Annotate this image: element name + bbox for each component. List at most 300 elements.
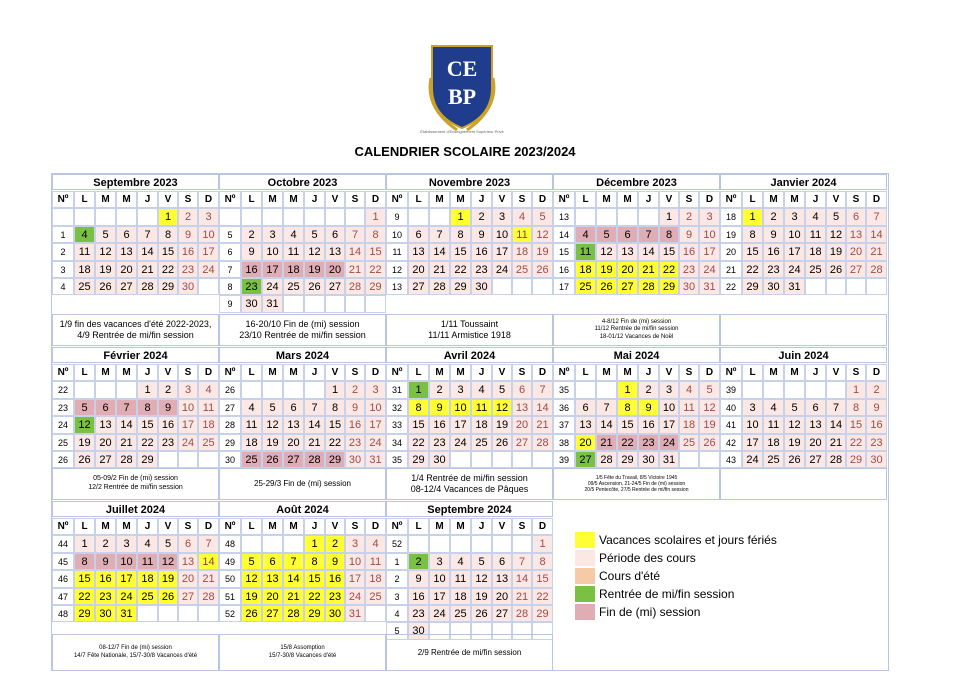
day-cell: 25: [283, 278, 304, 295]
day-cell: [304, 208, 325, 225]
day-cell: 29: [365, 278, 386, 295]
week-number: 50: [219, 570, 241, 587]
day-cell: 27: [408, 278, 429, 295]
day-cell: [512, 278, 532, 295]
day-cell: [95, 208, 116, 225]
day-cell: 10: [178, 399, 198, 416]
week-number: 28: [219, 416, 241, 433]
day-cell: [95, 381, 116, 398]
day-cell: 16: [866, 416, 887, 433]
note-line: 23/10 Rentrée de mi/fin session: [239, 330, 366, 340]
day-cell: 19: [158, 570, 178, 587]
weekday-header: D: [198, 191, 219, 208]
week-number: 49: [219, 553, 241, 570]
day-cell: 22: [365, 261, 386, 278]
day-cell: 6: [408, 226, 429, 243]
weekday-header: M: [283, 364, 304, 381]
day-cell: 27: [805, 451, 826, 468]
week-number: 39: [553, 451, 575, 468]
day-cell: 25: [365, 588, 386, 605]
weekday-header: Nº: [219, 191, 241, 208]
day-cell: 20: [283, 434, 304, 451]
day-cell: 13: [492, 570, 512, 587]
day-cell: 14: [283, 570, 304, 587]
day-cell: 24: [450, 434, 471, 451]
weekday-header: M: [450, 191, 471, 208]
legend-item-holiday: [575, 531, 795, 548]
weekday-header: J: [137, 191, 158, 208]
day-cell: 15: [742, 243, 763, 260]
day-cell: 21: [345, 261, 365, 278]
day-cell: 15: [137, 416, 158, 433]
legend-label: Cours d'été: [599, 569, 660, 583]
day-cell: 9: [95, 553, 116, 570]
day-cell: 15: [365, 243, 386, 260]
day-cell: 7: [304, 399, 325, 416]
day-cell: 24: [116, 588, 137, 605]
weekday-header: Nº: [720, 364, 742, 381]
weekday-header: D: [198, 364, 219, 381]
day-cell: 21: [283, 588, 304, 605]
day-cell: 8: [325, 399, 345, 416]
day-cell: 22: [408, 434, 429, 451]
week-number: 31: [386, 381, 408, 398]
week-number: 52: [219, 605, 241, 622]
day-cell: 9: [241, 243, 262, 260]
day-cell: 20: [178, 570, 198, 587]
day-cell: 25: [137, 588, 158, 605]
week-number: 12: [386, 261, 408, 278]
day-cell: 24: [699, 261, 720, 278]
weekday-header: M: [429, 364, 450, 381]
weekday-header: S: [345, 518, 365, 535]
day-cell: 22: [325, 434, 345, 451]
weekday-header: M: [116, 364, 137, 381]
weekday-header: S: [679, 364, 699, 381]
week-number: 4: [52, 278, 74, 295]
month-title: Janvier 2024: [720, 174, 887, 190]
day-cell: 26: [596, 278, 617, 295]
day-cell: 2: [763, 208, 784, 225]
day-cell: 12: [304, 243, 325, 260]
week-number: [52, 208, 74, 225]
day-cell: 30: [866, 451, 887, 468]
day-cell: 28: [304, 451, 325, 468]
day-cell: 22: [742, 261, 763, 278]
weekday-header: S: [178, 364, 198, 381]
legend-label: Période des cours: [599, 551, 696, 565]
day-cell: 28: [283, 605, 304, 622]
day-cell: 25: [575, 278, 596, 295]
weekday-header: M: [95, 364, 116, 381]
note-10: [52, 634, 219, 671]
day-cell: 2: [471, 208, 492, 225]
day-cell: 11: [471, 399, 492, 416]
day-cell: [596, 381, 617, 398]
weekday-header: V: [158, 518, 178, 535]
legend-item-summer: [575, 567, 795, 584]
day-cell: [262, 381, 283, 398]
day-cell: 2: [178, 208, 198, 225]
day-cell: 2: [345, 381, 365, 398]
day-cell: 7: [116, 399, 137, 416]
day-cell: 9: [763, 226, 784, 243]
day-cell: 28: [198, 588, 219, 605]
day-cell: 3: [345, 535, 365, 552]
week-number: 24: [52, 416, 74, 433]
week-number: 13: [553, 208, 575, 225]
weekday-header: M: [262, 191, 283, 208]
weekday-header: J: [137, 364, 158, 381]
day-cell: 14: [198, 553, 219, 570]
legend-swatch: [575, 532, 595, 548]
month-title: Juin 2024: [720, 347, 887, 363]
week-number: 16: [553, 261, 575, 278]
day-cell: [532, 278, 553, 295]
week-number: 35: [553, 381, 575, 398]
note-9: [720, 468, 887, 500]
weekday-header: M: [763, 191, 784, 208]
day-cell: [116, 208, 137, 225]
day-cell: [699, 451, 720, 468]
day-cell: 6: [617, 226, 638, 243]
note-line: 20/5 Pentecôte, 27/5 Rentrée de mi/fin session: [584, 487, 689, 494]
day-cell: 11: [241, 416, 262, 433]
note-2: [386, 314, 553, 346]
week-number: 46: [52, 570, 74, 587]
day-cell: [429, 208, 450, 225]
day-cell: 20: [805, 434, 826, 451]
day-cell: 21: [596, 434, 617, 451]
day-cell: 10: [492, 226, 512, 243]
day-cell: 28: [638, 278, 659, 295]
weekday-header: D: [866, 191, 887, 208]
day-cell: 22: [532, 588, 553, 605]
day-cell: 5: [304, 226, 325, 243]
weekday-header: L: [408, 518, 429, 535]
day-cell: 4: [512, 208, 532, 225]
day-cell: [492, 535, 512, 552]
day-cell: 17: [450, 416, 471, 433]
week-number: 34: [386, 434, 408, 451]
day-cell: 23: [471, 261, 492, 278]
note-line: 2/9 Rentrée de mi/fin session: [417, 647, 522, 657]
day-cell: [283, 295, 304, 312]
note-7: [386, 468, 553, 500]
day-cell: 12: [471, 570, 492, 587]
day-cell: 3: [429, 553, 450, 570]
day-cell: 27: [325, 278, 345, 295]
day-cell: 1: [408, 381, 429, 398]
day-cell: 13: [512, 399, 532, 416]
note-line: 05-09/2 Fin de (mi) session: [93, 475, 178, 483]
day-cell: 22: [304, 588, 325, 605]
day-cell: 26: [262, 451, 283, 468]
day-cell: 7: [866, 208, 887, 225]
day-cell: 3: [178, 381, 198, 398]
note-line: 08-12/4 Vacances de Pâques: [410, 484, 529, 494]
day-cell: 13: [846, 226, 866, 243]
day-cell: [198, 605, 219, 622]
day-cell: 19: [95, 261, 116, 278]
day-cell: 4: [763, 399, 784, 416]
week-number: 15: [553, 243, 575, 260]
week-number: 19: [720, 226, 742, 243]
day-cell: 21: [304, 434, 325, 451]
day-cell: 13: [325, 243, 345, 260]
day-cell: 15: [304, 570, 325, 587]
day-cell: 1: [137, 381, 158, 398]
day-cell: 2: [638, 381, 659, 398]
day-cell: 4: [137, 535, 158, 552]
day-cell: 30: [345, 451, 365, 468]
day-cell: 22: [158, 261, 178, 278]
day-cell: 7: [512, 553, 532, 570]
day-cell: 8: [304, 553, 325, 570]
day-cell: 24: [742, 451, 763, 468]
day-cell: 12: [158, 553, 178, 570]
day-cell: 25: [805, 261, 826, 278]
day-cell: 20: [575, 434, 596, 451]
day-cell: 6: [846, 208, 866, 225]
weekday-header: M: [596, 191, 617, 208]
note-line: 16-20/10 Fin de (mi) session: [245, 318, 360, 329]
weekday-header: J: [137, 518, 158, 535]
day-cell: 27: [116, 278, 137, 295]
weekday-header: J: [471, 518, 492, 535]
day-cell: 1: [742, 208, 763, 225]
note-line: 09/5 Ascension, 21-24/5 Fin de (mi) session: [587, 480, 686, 487]
day-cell: 17: [659, 416, 679, 433]
week-number: 18: [720, 208, 742, 225]
day-cell: 7: [429, 226, 450, 243]
week-number: 9: [219, 295, 241, 312]
day-cell: 25: [763, 451, 784, 468]
note-line: 18-01/12 Vacances de Noël: [599, 333, 674, 340]
day-cell: 23: [429, 434, 450, 451]
day-cell: 3: [198, 208, 219, 225]
day-cell: 11: [805, 226, 826, 243]
weekday-header: D: [532, 518, 553, 535]
day-cell: 1: [325, 381, 345, 398]
day-cell: 10: [262, 243, 283, 260]
day-cell: 10: [116, 553, 137, 570]
day-cell: 13: [617, 243, 638, 260]
week-number: 25: [52, 434, 74, 451]
day-cell: 23: [158, 434, 178, 451]
day-cell: 5: [596, 226, 617, 243]
day-cell: 19: [304, 261, 325, 278]
day-cell: 22: [74, 588, 95, 605]
day-cell: 8: [137, 399, 158, 416]
day-cell: 12: [262, 416, 283, 433]
day-cell: 31: [345, 605, 365, 622]
weekday-header: V: [826, 364, 846, 381]
day-cell: 22: [659, 261, 679, 278]
day-cell: 26: [241, 605, 262, 622]
note-line: 4-8/12 Fin de (mi) session: [601, 318, 672, 325]
week-number: 52: [386, 535, 408, 552]
note-line: 4/9 Rentrée de mi/fin session: [77, 330, 194, 340]
week-number: 41: [720, 416, 742, 433]
day-cell: 9: [679, 226, 699, 243]
day-cell: 10: [784, 226, 805, 243]
day-cell: [137, 605, 158, 622]
week-number: 30: [219, 451, 241, 468]
day-cell: 18: [365, 570, 386, 587]
day-cell: 26: [304, 278, 325, 295]
day-cell: 9: [325, 553, 345, 570]
month-title: Décembre 2023: [553, 174, 720, 190]
month-title: Août 2024: [219, 501, 386, 517]
weekday-header: L: [74, 518, 95, 535]
day-cell: 15: [325, 416, 345, 433]
week-number: 17: [553, 278, 575, 295]
day-cell: 8: [617, 399, 638, 416]
weekday-header: V: [325, 191, 345, 208]
day-cell: [471, 535, 492, 552]
month-title: Septembre 2024: [386, 501, 553, 517]
day-cell: 30: [471, 278, 492, 295]
day-cell: 5: [471, 553, 492, 570]
day-cell: 24: [198, 261, 219, 278]
legend: [575, 531, 795, 621]
day-cell: 8: [532, 553, 553, 570]
day-cell: 6: [512, 381, 532, 398]
day-cell: 20: [408, 261, 429, 278]
day-cell: 5: [158, 535, 178, 552]
day-cell: 18: [575, 261, 596, 278]
day-cell: 10: [365, 399, 386, 416]
day-cell: 10: [345, 553, 365, 570]
day-cell: 11: [283, 243, 304, 260]
day-cell: 19: [596, 261, 617, 278]
week-number: 1: [386, 553, 408, 570]
day-cell: 19: [699, 416, 720, 433]
day-cell: 17: [365, 416, 386, 433]
day-cell: 9: [158, 399, 178, 416]
weekday-header: M: [262, 518, 283, 535]
week-number: 8: [219, 278, 241, 295]
day-cell: 3: [116, 535, 137, 552]
day-cell: 23: [241, 278, 262, 295]
day-cell: [283, 208, 304, 225]
day-cell: 15: [532, 570, 553, 587]
day-cell: 20: [492, 588, 512, 605]
day-cell: 16: [679, 243, 699, 260]
day-cell: 26: [826, 261, 846, 278]
day-cell: 12: [532, 226, 553, 243]
note-8: [553, 468, 720, 500]
day-cell: 17: [492, 243, 512, 260]
day-cell: 12: [74, 416, 95, 433]
day-cell: [241, 208, 262, 225]
day-cell: 18: [198, 416, 219, 433]
day-cell: 29: [450, 278, 471, 295]
svg-text:BP: BP: [447, 84, 477, 109]
day-cell: 4: [365, 535, 386, 552]
day-cell: 11: [365, 553, 386, 570]
day-cell: 27: [575, 451, 596, 468]
day-cell: 11: [512, 226, 532, 243]
day-cell: 4: [805, 208, 826, 225]
week-number: 3: [52, 261, 74, 278]
day-cell: [742, 381, 763, 398]
day-cell: [638, 208, 659, 225]
day-cell: 3: [659, 381, 679, 398]
day-cell: 6: [805, 399, 826, 416]
day-cell: 29: [137, 451, 158, 468]
day-cell: 29: [617, 451, 638, 468]
day-cell: 22: [450, 261, 471, 278]
day-cell: 10: [742, 416, 763, 433]
day-cell: [826, 381, 846, 398]
day-cell: 1: [532, 535, 553, 552]
weekday-header: S: [512, 364, 532, 381]
day-cell: 13: [805, 416, 826, 433]
day-cell: 13: [283, 416, 304, 433]
page-title: CALENDRIER SCOLAIRE 2023/2024: [354, 144, 576, 159]
weekday-header: Nº: [52, 364, 74, 381]
note-0: [52, 314, 219, 346]
day-cell: [345, 208, 365, 225]
week-number: 45: [52, 553, 74, 570]
day-cell: 29: [158, 278, 178, 295]
day-cell: 14: [596, 416, 617, 433]
weekday-header: Nº: [219, 364, 241, 381]
weekday-header: S: [178, 191, 198, 208]
weekday-header: M: [784, 191, 805, 208]
day-cell: 28: [532, 434, 553, 451]
day-cell: 24: [178, 434, 198, 451]
day-cell: 16: [763, 243, 784, 260]
day-cell: 30: [408, 622, 429, 639]
day-cell: 9: [638, 399, 659, 416]
day-cell: 5: [532, 208, 553, 225]
day-cell: [784, 381, 805, 398]
week-number: 32: [386, 399, 408, 416]
day-cell: 2: [866, 381, 887, 398]
week-number: 2: [386, 570, 408, 587]
week-number: 48: [219, 535, 241, 552]
day-cell: 19: [241, 588, 262, 605]
weekday-header: L: [575, 364, 596, 381]
day-cell: 4: [283, 226, 304, 243]
weekday-header: Nº: [52, 518, 74, 535]
day-cell: 21: [116, 434, 137, 451]
day-cell: 26: [492, 434, 512, 451]
weekday-header: V: [492, 364, 512, 381]
day-cell: 3: [365, 381, 386, 398]
day-cell: 30: [325, 605, 345, 622]
day-cell: 9: [345, 399, 365, 416]
day-cell: 12: [95, 243, 116, 260]
day-cell: 23: [408, 605, 429, 622]
day-cell: 6: [95, 399, 116, 416]
weekday-header: V: [492, 518, 512, 535]
day-cell: 26: [532, 261, 553, 278]
day-cell: 20: [95, 434, 116, 451]
note-line: 1/4 Rentrée de mi/fin session: [411, 472, 528, 483]
day-cell: 28: [137, 278, 158, 295]
day-cell: 6: [492, 553, 512, 570]
day-cell: 2: [408, 553, 429, 570]
weekday-header: L: [408, 364, 429, 381]
day-cell: 17: [178, 416, 198, 433]
day-cell: [429, 535, 450, 552]
weekday-header: M: [95, 191, 116, 208]
day-cell: 20: [846, 243, 866, 260]
